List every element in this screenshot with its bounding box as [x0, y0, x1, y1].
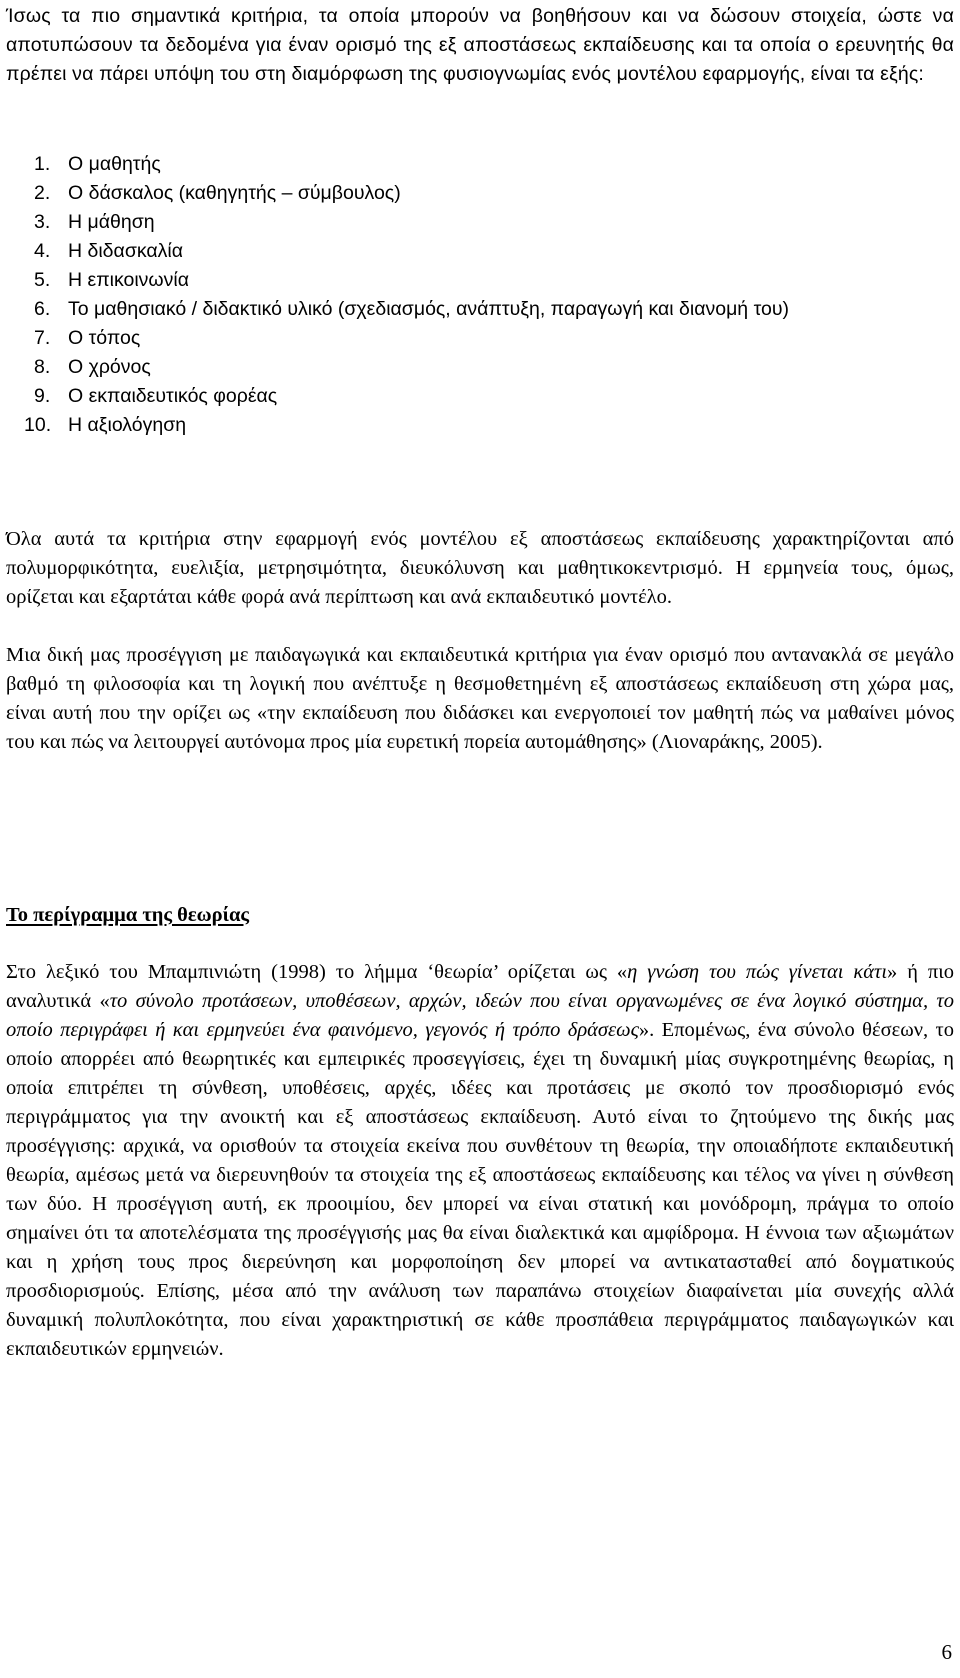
list-item-number: 7.	[34, 327, 51, 349]
paragraph-definition: Μια δική μας προσέγγιση με παιδαγωγικά και εκπαιδευτικά κριτήρια για έναν ορισμό που αντανακλά σε μεγάλο βαθμό τη φιλοσοφία και τη λογική που ανέπτυξε η θεσμοθετημένη εξ αποστάσεως εκπαίδευση στη χώρα μας, είναι αυτή που την ορίζει ως «την εκπαίδευση που διδάσκει και ενεργοποιεί τον μαθητή πώς να μαθαίνει μόνος του και πώς να λειτουργεί αυτόνομα προς μία ευρετική πορεία αυτομάθησης» (Λιοναράκης, 2005).	[6, 644, 954, 753]
list-item-number: 8.	[34, 356, 51, 378]
list-item	[24, 411, 948, 440]
list-item-text: Ο χρόνος	[68, 356, 151, 378]
paragraph-criteria-summary: Όλα αυτά τα κριτήρια στην εφαρμογή ενός μοντέλου εξ αποστάσεως εκπαίδευσης χαρακτηρίζονται από πολυμορφικότητα, ευελιξία, μετρησιμότητα, διευκόλυνση και μαθητικοκεντρισμό. Η ερμηνεία τους, όμως, ορίζεται και εξαρτάται κάθε φορά ανά περίπτωση και ανά εκπαιδευτικό μοντέλο.	[6, 528, 954, 608]
list-item	[34, 179, 948, 208]
list-item-number: 3.	[34, 211, 51, 233]
section-heading: Το περίγραμμα της θεωρίας	[6, 904, 250, 926]
list-item-text: Ο δάσκαλος (καθηγητής – σύμβουλος)	[68, 182, 401, 204]
list-item	[34, 382, 948, 411]
list-item-text: Το μαθησιακό / διδακτικό υλικό (σχεδιασμός, ανάπτυξη, παραγωγή και διανομή του)	[68, 298, 789, 320]
intro-paragraph: Ίσως τα πιο σημαντικά κριτήρια, τα οποία μπορούν να βοηθήσουν και να δώσουν στοιχεία, ώστε να αποτυπώσουν τα δεδομένα για έναν ορισμό της εξ αποστάσεως εκπαίδευσης και τα οποία ο ερευνητής θα πρέπει να πάρει υπόψη του στη διαμόρφωση της φυσιογνωμίας ενός μοντέλου εφαρμογής, είναι τα εξής:	[6, 5, 954, 85]
list-item-number: 10.	[24, 414, 52, 436]
list-item-number: 9.	[34, 385, 51, 407]
list-item-text: Η επικοινωνία	[68, 269, 189, 291]
theory-text-part: » ή πιο αναλυτικά «	[6, 961, 954, 1012]
list-item-number: 4.	[34, 240, 51, 262]
criteria-list	[24, 150, 948, 440]
list-item-text: Η αξιολόγηση	[68, 414, 187, 436]
page-number: 6	[941, 1640, 952, 1664]
list-item-text: Η μάθηση	[68, 211, 155, 233]
list-item	[34, 150, 948, 179]
list-item	[34, 208, 948, 237]
list-item	[34, 237, 948, 266]
list-item	[34, 266, 948, 295]
theory-text-part: Στο λεξικό του Μπαμπινιώτη (1998) το λήμμα ‘θεωρία’ ορίζεται ως «	[6, 961, 628, 983]
list-item	[34, 295, 948, 324]
list-item	[34, 324, 948, 353]
paragraph-theory	[6, 958, 954, 1364]
list-item-number: 2.	[34, 182, 51, 204]
list-item-number: 1.	[34, 153, 51, 175]
list-item-text: Ο μαθητής	[68, 153, 161, 175]
list-item-text: Ο εκπαιδευτικός φορέας	[68, 385, 278, 407]
theory-italic-quote: το σύνολο προτάσεων, υποθέσεων, αρχών, ιδεών που είναι οργανωμένες σε ένα λογικό σύστημα, το οποίο περιγράφει ή και ερμηνεύει ένα φαινόμενο, γεγονός ή τρόπο δράσεως	[6, 990, 954, 1041]
list-item	[34, 353, 948, 382]
list-item-text: Η διδασκαλία	[68, 240, 183, 262]
list-item-text: Ο τόπος	[68, 327, 141, 349]
theory-text-part: ». Επομένως, ένα σύνολο θέσεων, το οποίο απορρέει από θεωρητικές και εμπειρικές προσεγγίσεις, έχει τη δυναμική μίας συγκροτημένης θεωρίας, η οποία επιτρέπει τη σύνθεση, υποθέσεις, αρχές, ιδέες και προτάσεις με σκοπό τον προσδιορισμό ενός περιγράμματος για την ανοικτή και εξ αποστάσεως εκπαίδευση. Αυτό είναι το ζητούμενο της δικής μας προσέγγισης: αρχικά, να ορισθούν τα στοιχεία εκείνα που συνθέτουν τη θεωρία, την οποιαδήποτε εκπαιδευτική θεωρία, αμέσως μετά να διερευνηθούν τα στοιχεία της εξ αποστάσεως εκπαίδευσης και τέλος να γίνει η σύνθεση των δύο. Η προσέγγιση αυτή, εκ προοιμίου, δεν μπορεί να είναι στατική και μονόδρομη, πράγμα το οποίο σημαίνει ότι τα αποτελέσματα της προσέγγισής μας θα είναι διαλεκτικά και αμφίδρομα. Η έννοια των αξιωμάτων και η χρήση τους προς διερεύνηση και μορφοποίηση δεν μπορεί να αντικατασταθεί από δογματικούς προσδιορισμούς. Επίσης, μέσα από την ανάλυση των παραπάνω στοιχείων διαφαίνεται μία συνεχής αλλά δυναμική πολυπλοκότητα, που είναι χαρακτηριστική σε κάθε προσπάθεια περιγράμματος παιδαγωγικών και εκπαιδευτικών ερμηνειών.	[6, 1019, 954, 1360]
theory-italic-quote: η γνώση του πώς γίνεται κάτι	[627, 961, 888, 983]
list-item-number: 5.	[34, 269, 51, 291]
list-item-number: 6.	[34, 298, 51, 320]
